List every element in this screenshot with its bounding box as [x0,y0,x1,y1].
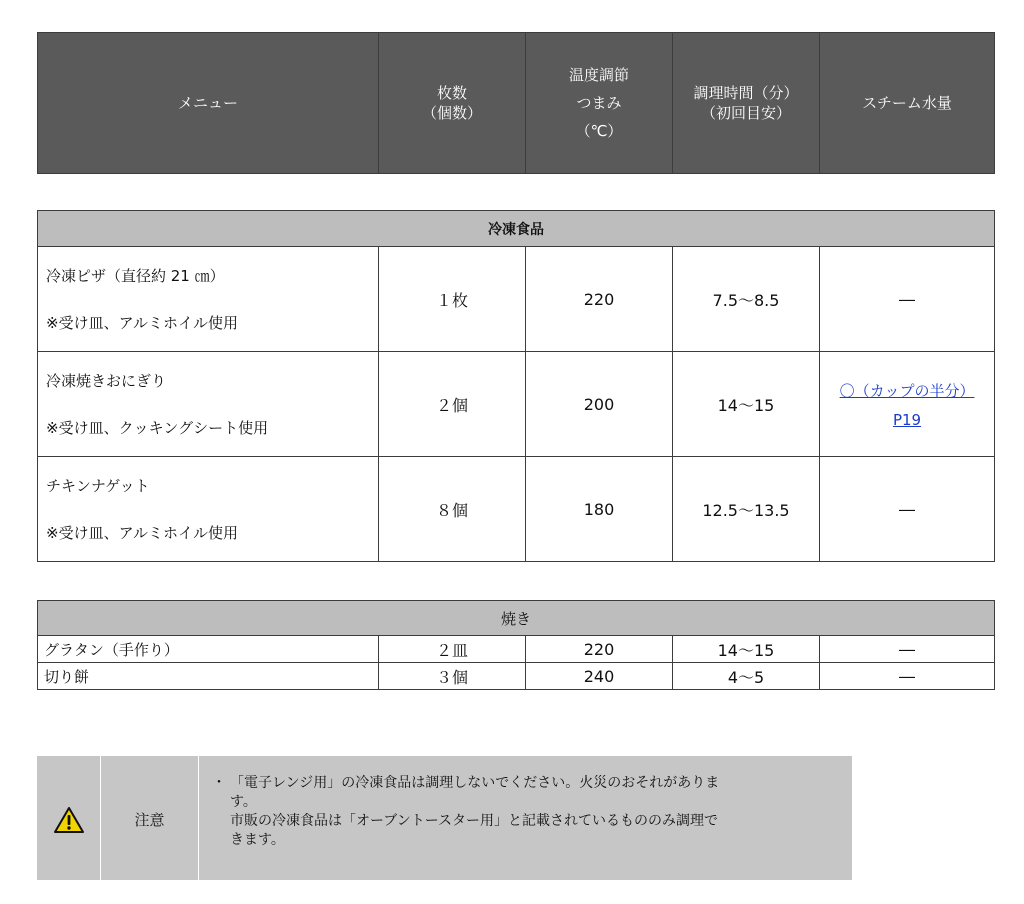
header-temp-line1: 温度調節 [568,66,629,84]
caution-line: きます。 [230,832,285,848]
steam-cell: ― [820,663,995,690]
caution-line: 「電子レンジ用」の冷凍食品は調理しないでください。火災のおそれがありま [230,775,720,791]
menu-name: 冷凍焼きおにぎり [46,372,167,390]
time-cell: 14～15 [673,636,820,663]
grill-table [37,600,995,690]
menu-cell [38,247,379,352]
menu-name: チキンナゲット [46,477,150,495]
menu-name: 切り餅 [38,663,379,690]
caution-line: す。 [230,794,257,810]
section-title-grill: 焼き [38,601,995,636]
caution-icon-cell [37,756,101,880]
temp-cell: 180 [526,457,673,562]
steam-cell: ― [820,636,995,663]
count-cell: ２個 [379,352,526,457]
time-cell: 7.5～8.5 [673,247,820,352]
header-time-line2: （初回目安） [700,104,791,122]
warning-triangle-icon [53,806,85,834]
steam-cell: ― [820,457,995,562]
temp-cell: 220 [526,247,673,352]
menu-name: グラタン（手作り） [38,636,379,663]
section-title-frozen: 冷凍食品 [38,211,995,247]
header-temp [526,33,673,174]
header-time [673,33,820,174]
time-cell: 14～15 [673,352,820,457]
count-cell: ８個 [379,457,526,562]
temp-cell: 220 [526,636,673,663]
menu-name: 冷凍ピザ（直径約 21 ㎝） [46,267,225,285]
count-cell: ３個 [379,663,526,690]
count-cell: ２皿 [379,636,526,663]
temp-cell: 240 [526,663,673,690]
header-menu: メニュー [38,33,379,174]
menu-note: ※受け皿、クッキングシート使用 [46,419,269,437]
bullet: ・ [212,775,226,791]
table-row [38,457,995,562]
header-steam: スチーム水量 [820,33,995,174]
count-cell: １枚 [379,247,526,352]
steam-cell: ― [820,247,995,352]
table-row [38,663,995,690]
caution-text [212,774,842,850]
header-time-line1: 調理時間（分） [693,84,799,102]
caution-label: 注意 [134,811,165,829]
header-count-line2: （個数） [421,104,482,122]
caution-box [37,756,852,880]
menu-cell [38,457,379,562]
steam-amount-link[interactable]: 〇（カップの半分） [839,381,975,400]
frozen-food-table [37,210,995,562]
time-cell: 4～5 [673,663,820,690]
time-cell: 12.5～13.5 [673,457,820,562]
menu-note: ※受け皿、アルミホイル使用 [46,524,238,542]
page-reference-link[interactable]: P19 [892,410,922,429]
menu-note: ※受け皿、アルミホイル使用 [46,314,238,332]
temp-cell: 200 [526,352,673,457]
table-row [38,636,995,663]
steam-cell [820,352,995,457]
table-row [38,247,995,352]
header-row [38,33,995,174]
header-temp-line2: つまみ [576,94,622,112]
header-count [379,33,526,174]
menu-cell [38,352,379,457]
header-count-line1: 枚数 [436,84,467,102]
caution-line: 市販の冷凍食品は「オーブントースター用」と記載されているもののみ調理で [230,813,719,829]
table-row [38,352,995,457]
caution-label-cell [101,756,199,880]
header-temp-line3: （℃） [575,122,623,140]
header-table [37,32,995,174]
